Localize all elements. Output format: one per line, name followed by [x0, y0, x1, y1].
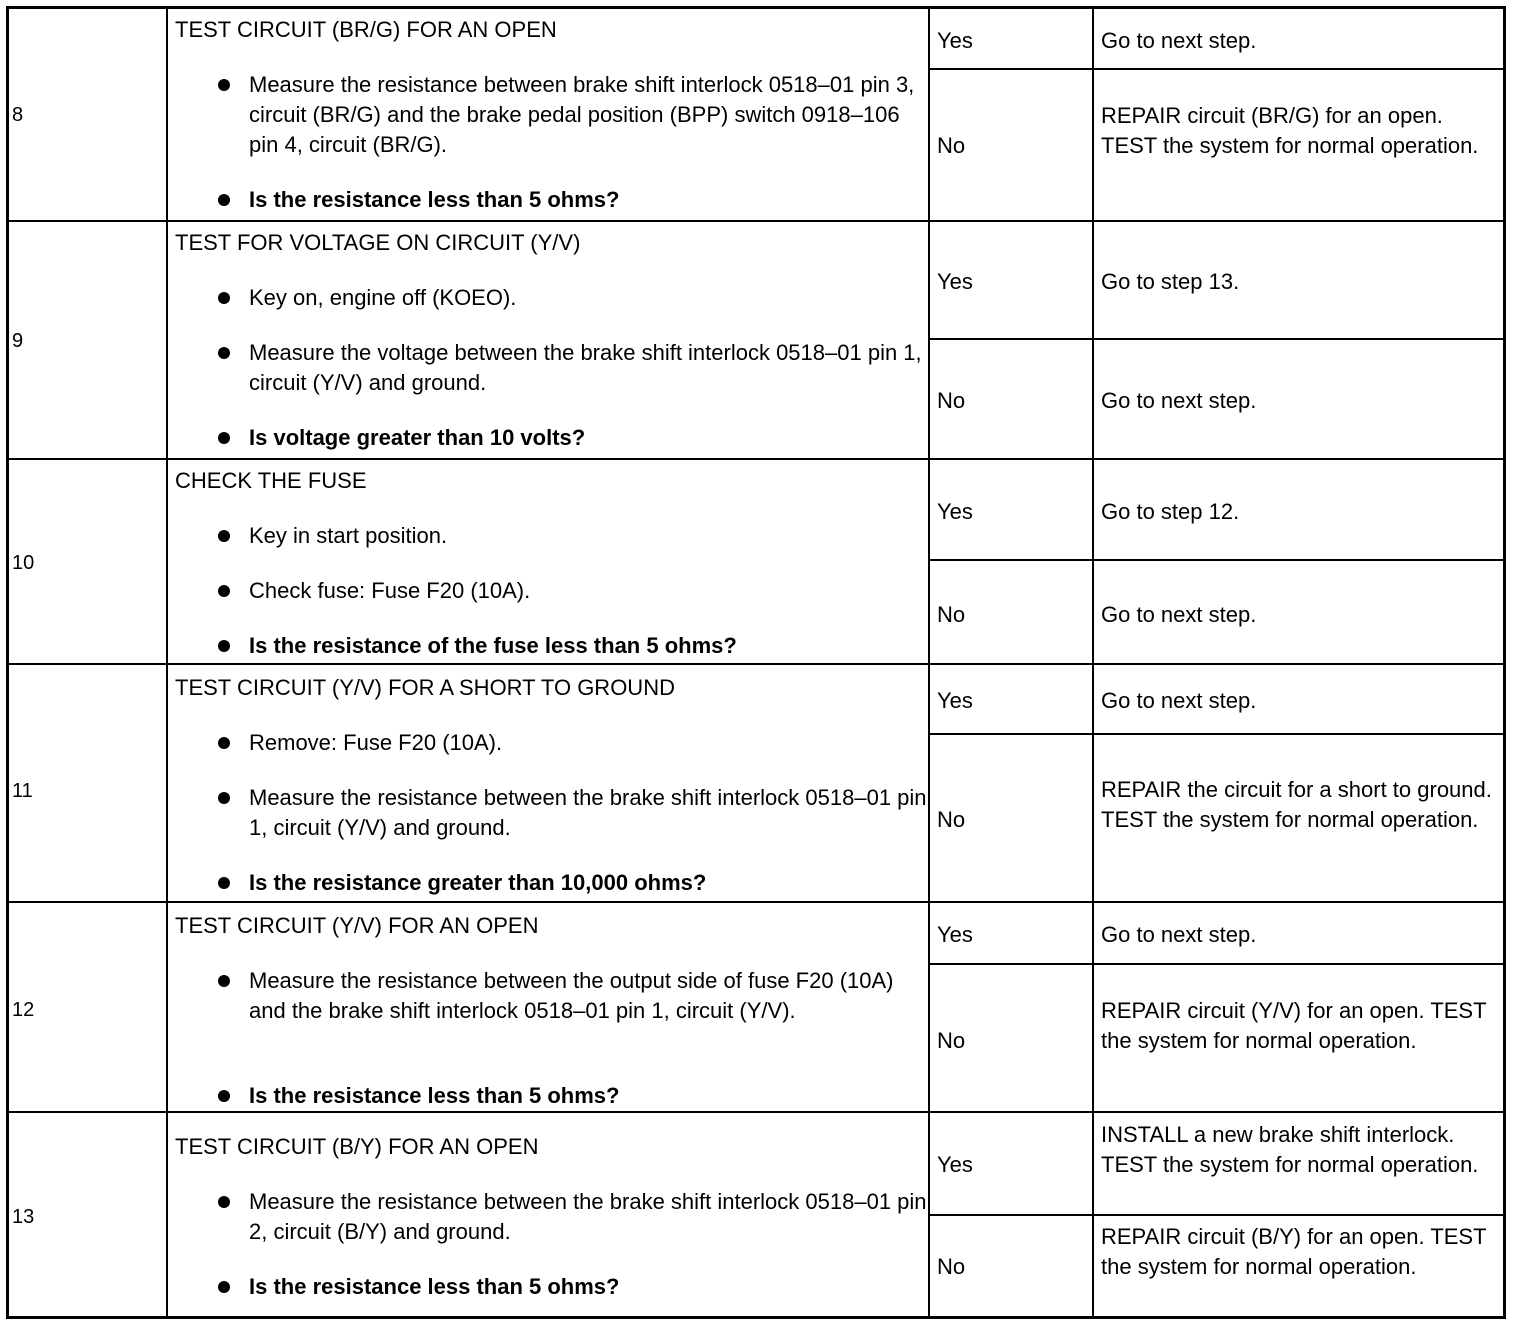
result-yes: Go to step 13. — [1101, 269, 1240, 294]
result-yes: Go to step 12. — [1101, 499, 1240, 524]
result-no: REPAIR the circuit for a short to ground. TEST the system for normal operation. — [1101, 777, 1492, 832]
answer-yes: Yes — [937, 688, 973, 713]
step-instruction: Key in start position. — [249, 521, 929, 551]
step-question: Is the resistance greater than 10,000 ohms? — [249, 868, 929, 898]
bullet-icon — [218, 877, 230, 889]
bullet-icon — [218, 975, 230, 987]
bullet-icon — [218, 585, 230, 597]
bullet-icon — [218, 1281, 230, 1293]
result-no: REPAIR circuit (B/Y) for an open. TEST the system for normal operation. — [1101, 1224, 1487, 1279]
bullet-icon — [218, 79, 230, 91]
step-number: 8 — [12, 104, 24, 126]
step-instruction: Measure the voltage between the brake shift interlock 0518–01 pin 1, circuit (Y/V) and ground. — [249, 338, 929, 398]
answer-no: No — [937, 1028, 966, 1053]
answer-yes: Yes — [937, 269, 973, 294]
bullet-icon — [218, 792, 230, 804]
step-instruction: Check fuse: Fuse F20 (10A). — [249, 576, 929, 606]
bullet-icon — [218, 347, 230, 359]
step-instruction: Measure the resistance between the brake shift interlock 0518–01 pin 1, circuit (Y/V) and ground. — [249, 783, 929, 843]
step-row-9 — [9, 220, 1503, 460]
step-question: Is the resistance less than 5 ohms? — [249, 1272, 929, 1302]
result-yes: Go to next step. — [1101, 688, 1257, 713]
answer-yes: Yes — [937, 28, 973, 53]
step-title: TEST CIRCUIT (BR/G) FOR AN OPEN — [175, 17, 557, 42]
step-number: 10 — [12, 552, 35, 574]
answer-yes: Yes — [937, 1152, 973, 1177]
step-question: Is the resistance less than 5 ohms? — [249, 185, 929, 215]
step-row-12 — [9, 901, 1503, 1113]
result-yes: INSTALL a new brake shift interlock. TEST the system for normal operation. — [1101, 1122, 1479, 1177]
step-instruction: Key on, engine off (KOEO). — [249, 283, 929, 313]
bullet-icon — [218, 292, 230, 304]
result-yes: Go to next step. — [1101, 28, 1257, 53]
answer-yes: Yes — [937, 922, 973, 947]
bullet-icon — [218, 432, 230, 444]
step-title: CHECK THE FUSE — [175, 468, 367, 493]
bullet-icon — [218, 194, 230, 206]
bullet-icon — [218, 640, 230, 652]
step-number: 13 — [12, 1206, 35, 1228]
result-no: Go to next step. — [1101, 602, 1257, 627]
result-no: REPAIR circuit (BR/G) for an open. TEST the system for normal operation. — [1101, 103, 1479, 158]
step-row-13 — [9, 1111, 1503, 1316]
step-row-8 — [9, 9, 1503, 222]
result-no: Go to next step. — [1101, 388, 1257, 413]
answer-yes: Yes — [937, 499, 973, 524]
answer-no: No — [937, 388, 966, 413]
step-instruction: Measure the resistance between brake shift interlock 0518–01 pin 3, circuit (BR/G) and the brake pedal position (BPP) switch 0918–106 pin 4, circuit (BR/G). — [249, 70, 929, 160]
result-no: REPAIR circuit (Y/V) for an open. TEST the system for normal operation. — [1101, 998, 1487, 1053]
step-title: TEST CIRCUIT (B/Y) FOR AN OPEN — [175, 1134, 539, 1159]
answer-no: No — [937, 602, 966, 627]
bullet-icon — [218, 1196, 230, 1208]
step-title: TEST CIRCUIT (Y/V) FOR A SHORT TO GROUND — [175, 675, 675, 700]
step-number: 12 — [12, 999, 35, 1021]
step-title: TEST CIRCUIT (Y/V) FOR AN OPEN — [175, 913, 539, 938]
result-yes: Go to next step. — [1101, 922, 1257, 947]
bullet-icon — [218, 1090, 230, 1102]
step-row-10 — [9, 458, 1503, 665]
step-instruction: Measure the resistance between the brake shift interlock 0518–01 pin 2, circuit (B/Y) and ground. — [249, 1187, 929, 1247]
diagnostic-table — [6, 6, 1506, 1319]
step-question: Is voltage greater than 10 volts? — [249, 423, 929, 453]
step-row-11 — [9, 663, 1503, 903]
step-number: 9 — [12, 330, 24, 352]
answer-no: No — [937, 133, 966, 158]
step-title: TEST FOR VOLTAGE ON CIRCUIT (Y/V) — [175, 230, 581, 255]
answer-no: No — [937, 1254, 966, 1279]
step-instruction: Measure the resistance between the output side of fuse F20 (10A) and the brake shift interlock 0518–01 pin 1, circuit (Y/V). — [249, 966, 929, 1026]
bullet-icon — [218, 530, 230, 542]
answer-no: No — [937, 807, 966, 832]
step-question: Is the resistance less than 5 ohms? — [249, 1081, 929, 1111]
step-instruction: Remove: Fuse F20 (10A). — [249, 728, 929, 758]
step-question: Is the resistance of the fuse less than 5 ohms? — [249, 631, 929, 661]
bullet-icon — [218, 737, 230, 749]
step-number: 11 — [12, 780, 33, 802]
